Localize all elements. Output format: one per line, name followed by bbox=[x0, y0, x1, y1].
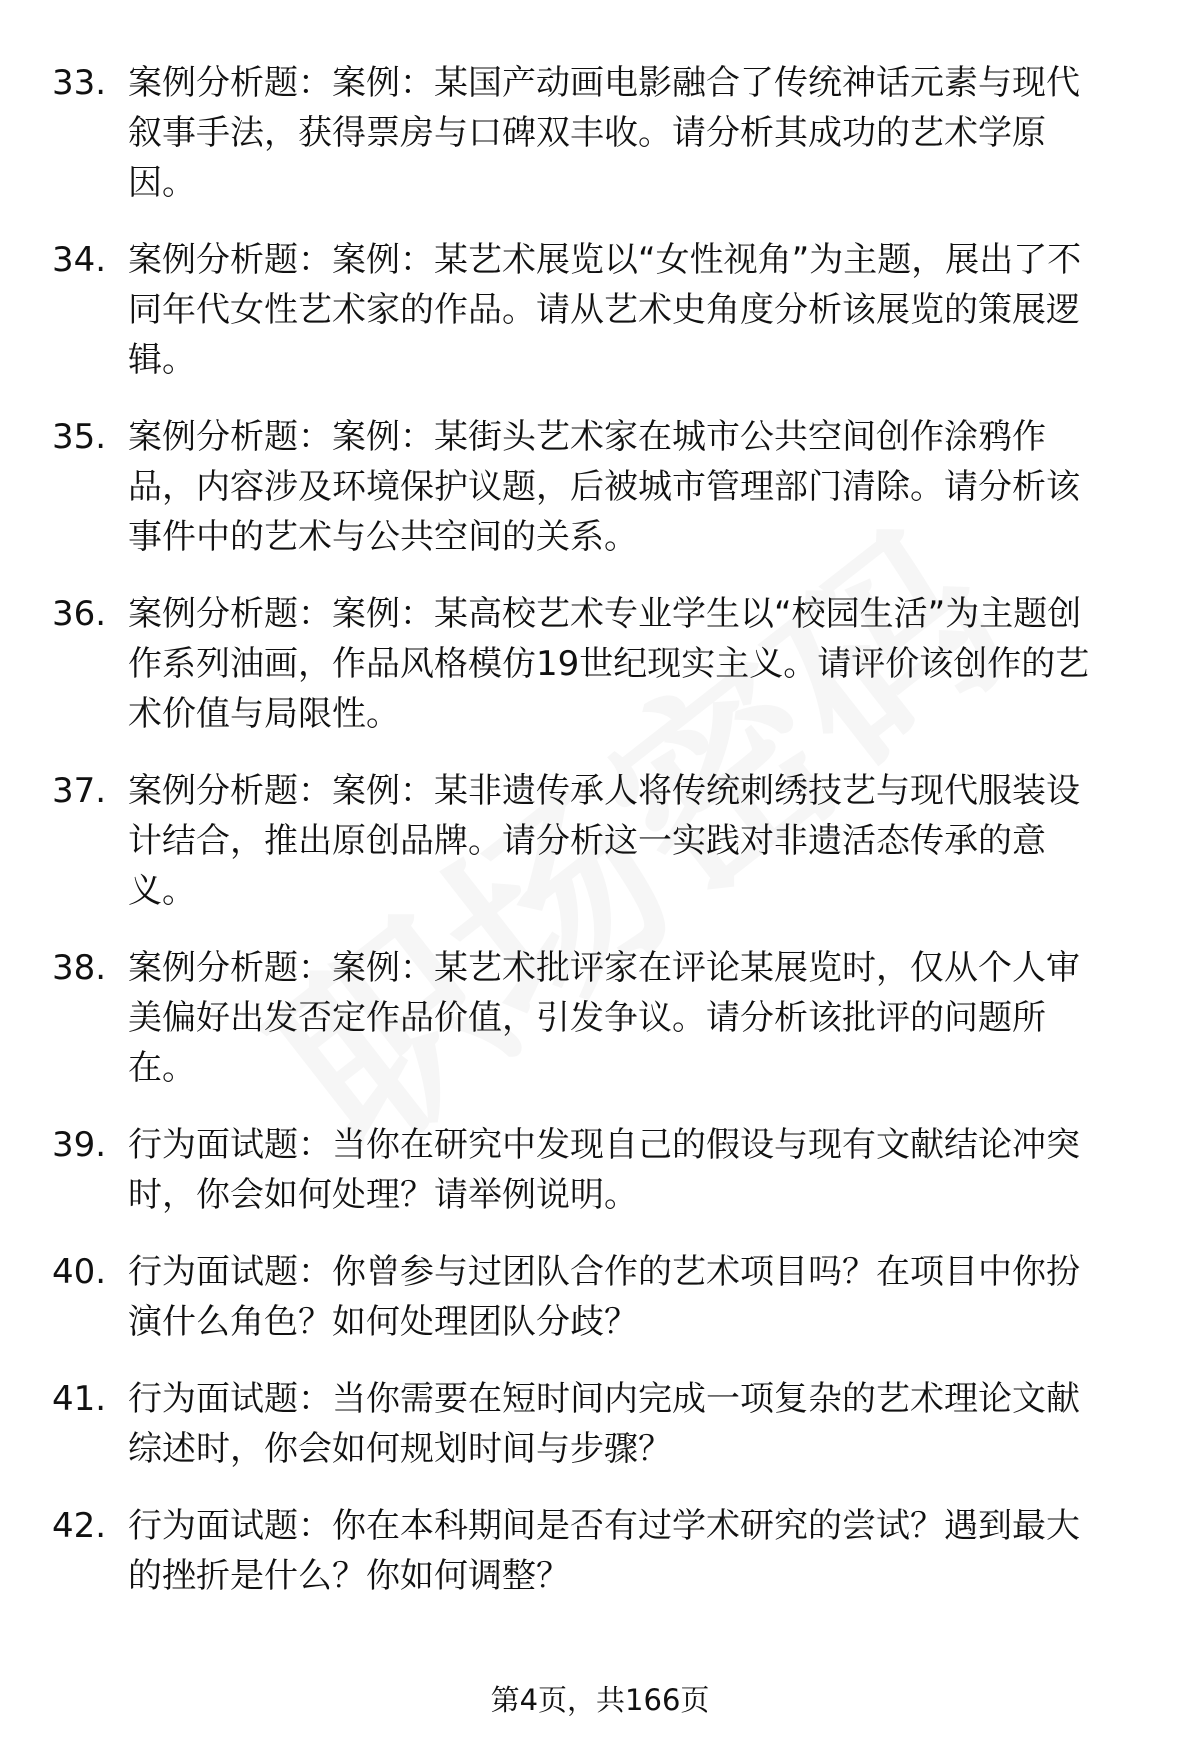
question-item-35 bbox=[0, 412, 1200, 562]
question-item-34 bbox=[0, 235, 1200, 385]
question-text: 案例分析题：案例：某街头艺术家在城市公共空间创作涂鸦作品，内容涉及环境保护议题，后被城市管理部门清除。请分析该事件中的艺术与公共空间的关系。 bbox=[128, 417, 1080, 557]
question-number: 35. bbox=[52, 417, 107, 457]
question-text: 行为面试题：当你在研究中发现自己的假设与现有文献结论冲突时，你会如何处理？请举例说明。 bbox=[128, 1125, 1080, 1215]
question-text: 案例分析题：案例：某艺术展览以“女性视角”为主题，展出了不同年代女性艺术家的作品。请从艺术史角度分析该展览的策展逻辑。 bbox=[128, 240, 1082, 380]
question-list bbox=[0, 58, 1200, 1628]
question-text: 案例分析题：案例：某高校艺术专业学生以“校园生活”为主题创作系列油画，作品风格模仿19世纪现实主义。请评价该创作的艺术价值与局限性。 bbox=[128, 594, 1090, 734]
question-item-42 bbox=[0, 1501, 1200, 1601]
question-text: 行为面试题：你在本科期间是否有过学术研究的尝试？遇到最大的挫折是什么？你如何调整？ bbox=[128, 1506, 1080, 1596]
question-item-37 bbox=[0, 766, 1200, 916]
question-number: 42. bbox=[52, 1506, 107, 1546]
question-text: 案例分析题：案例：某国产动画电影融合了传统神话元素与现代叙事手法，获得票房与口碑双丰收。请分析其成功的艺术学原因。 bbox=[128, 63, 1080, 203]
question-number: 41. bbox=[52, 1379, 107, 1419]
question-number: 36. bbox=[52, 594, 107, 634]
question-item-41 bbox=[0, 1374, 1200, 1474]
question-item-39 bbox=[0, 1120, 1200, 1220]
question-number: 33. bbox=[52, 63, 107, 103]
question-number: 38. bbox=[52, 948, 107, 988]
question-text: 案例分析题：案例：某艺术批评家在评论某展览时，仅从个人审美偏好出发否定作品价值，引发争议。请分析该批评的问题所在。 bbox=[128, 948, 1080, 1088]
question-item-33 bbox=[0, 58, 1200, 208]
question-text: 行为面试题：当你需要在短时间内完成一项复杂的艺术理论文献综述时，你会如何规划时间与步骤？ bbox=[128, 1379, 1080, 1469]
question-number: 37. bbox=[52, 771, 107, 811]
question-text: 案例分析题：案例：某非遗传承人将传统刺绣技艺与现代服装设计结合，推出原创品牌。请分析这一实践对非遗活态传承的意义。 bbox=[128, 771, 1080, 911]
question-number: 40. bbox=[52, 1252, 107, 1292]
question-number: 34. bbox=[52, 240, 107, 280]
question-item-38 bbox=[0, 943, 1200, 1093]
question-item-36 bbox=[0, 589, 1200, 739]
question-text: 行为面试题：你曾参与过团队合作的艺术项目吗？在项目中你扮演什么角色？如何处理团队分歧？ bbox=[128, 1252, 1080, 1342]
question-number: 39. bbox=[52, 1125, 107, 1165]
page-footer: 第4页，共166页 bbox=[490, 1683, 710, 1717]
question-item-40 bbox=[0, 1247, 1200, 1347]
